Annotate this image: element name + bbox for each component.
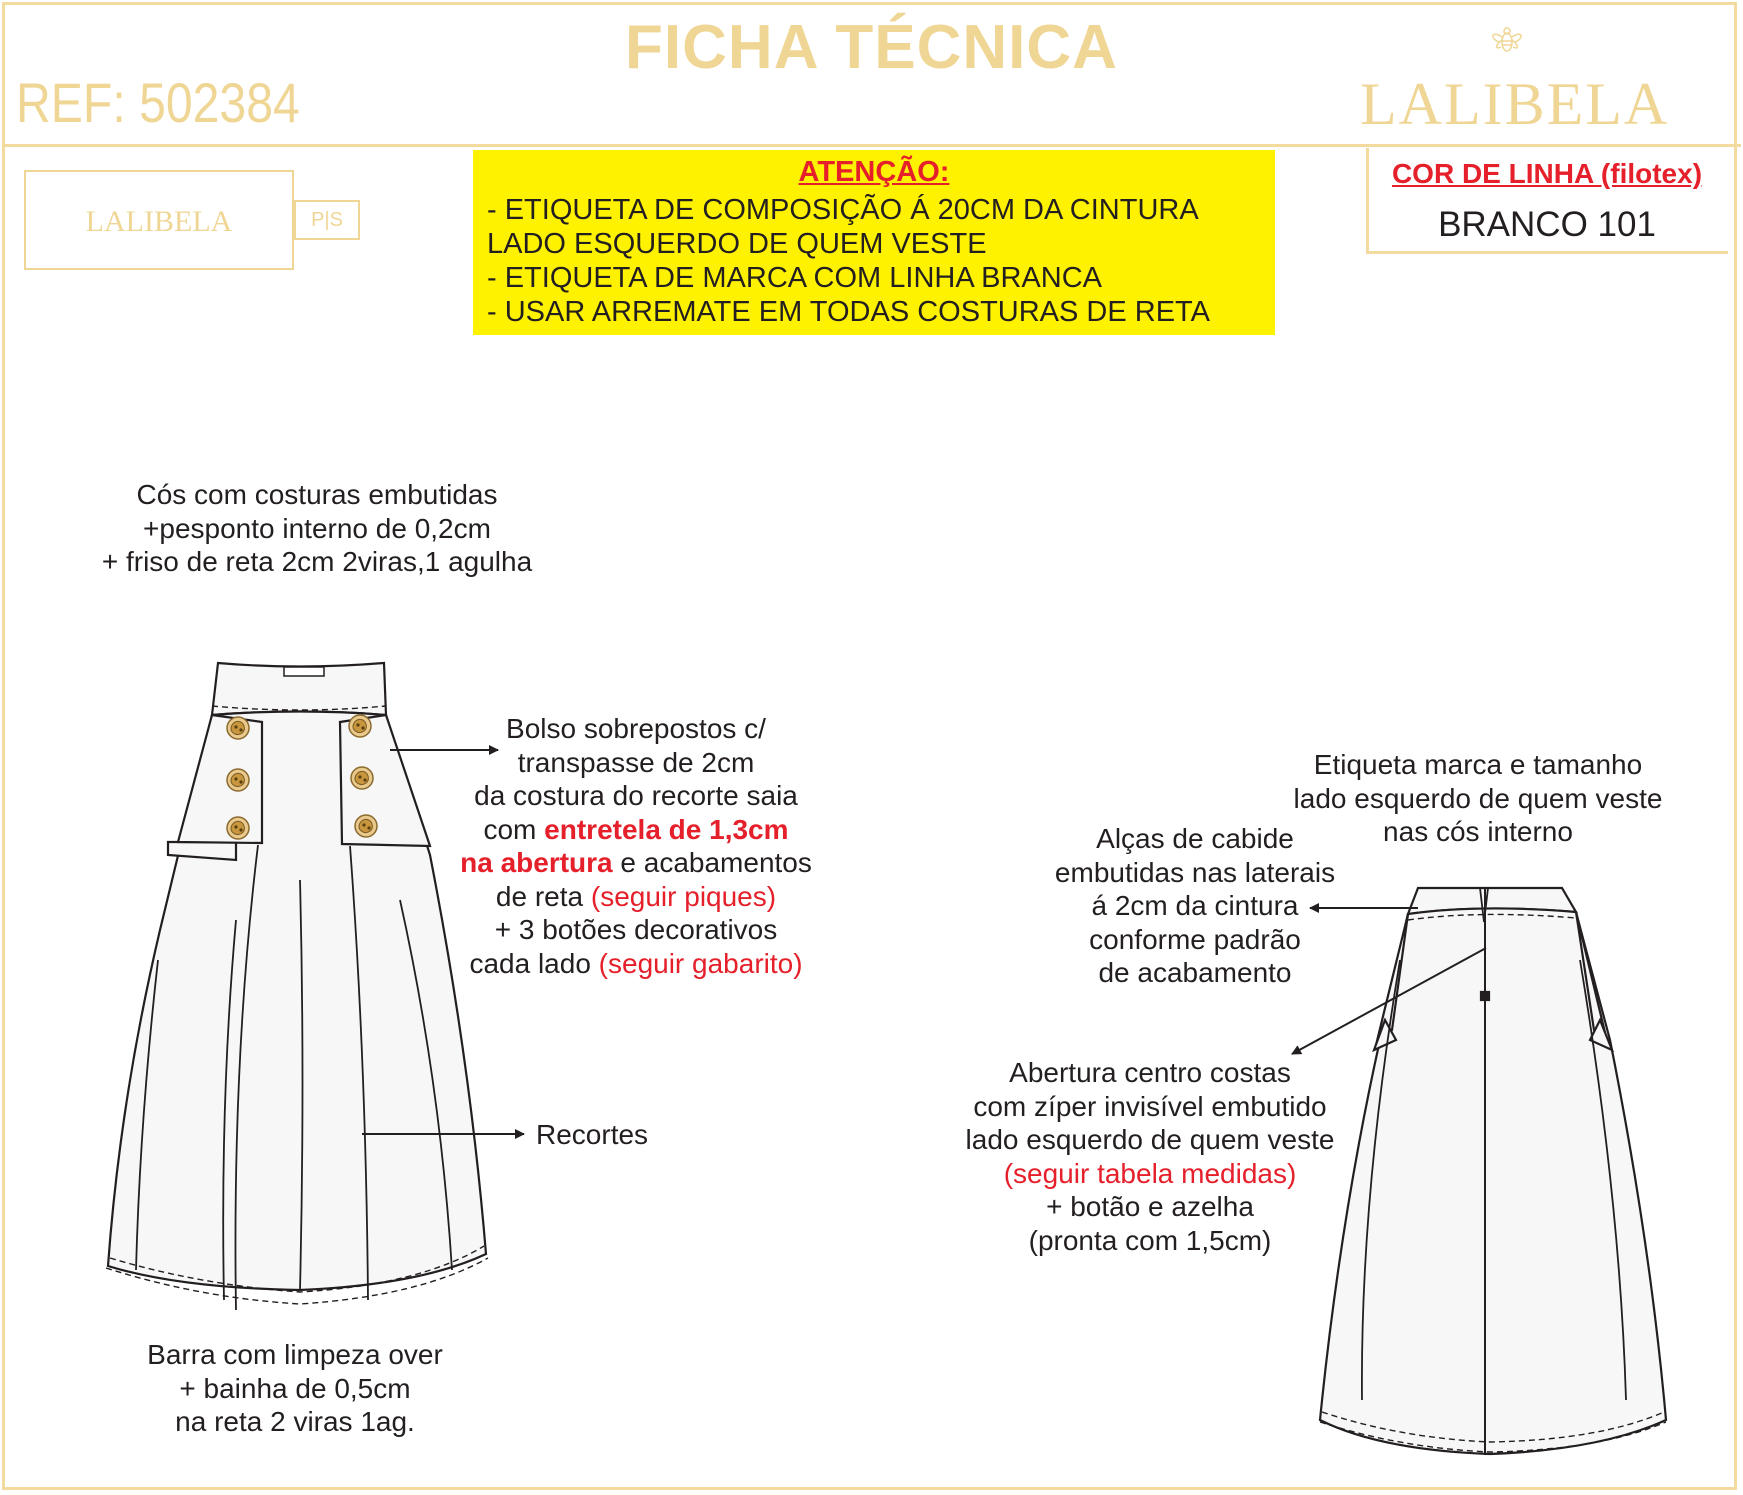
pocket-note-text: de reta bbox=[495, 880, 591, 912]
hanger-loops-note bbox=[1040, 822, 1350, 990]
thread-color-value: BRANCO 101 bbox=[1438, 205, 1656, 244]
brand-label-note-line: nas cós interno bbox=[1383, 816, 1573, 847]
hanger-note-line: Alças de cabide bbox=[1096, 823, 1294, 854]
hanger-note-line: conforme padrão bbox=[1089, 923, 1301, 955]
pocket-opening-highlight: na abertura bbox=[460, 847, 613, 878]
zipper-note-line: lado esquerdo de quem veste bbox=[965, 1124, 1335, 1155]
pocket-note-text: e acabamentos bbox=[612, 847, 812, 878]
attention-line: - ETIQUETA DE COMPOSIÇÃO Á 20CM DA CINTURA bbox=[487, 194, 1199, 226]
pocket-note-line bbox=[436, 846, 836, 880]
pocket-note-text: com bbox=[483, 813, 545, 845]
page-title: FICHA TÉCNICA bbox=[625, 13, 1118, 82]
zipper-note-line: com zíper invisível embutido bbox=[973, 1090, 1327, 1122]
pocket-notches-highlight: (seguir piques) bbox=[590, 880, 777, 912]
pocket-template-highlight: (seguir gabarito) bbox=[598, 947, 803, 979]
waistband-note-line: + friso de reta 2cm 2viras,1 agulha bbox=[101, 546, 533, 577]
zipper-note-line: Abertura centro costas bbox=[1009, 1057, 1291, 1088]
hanger-note-line: embutidas nas laterais bbox=[1054, 856, 1336, 888]
hem-note bbox=[100, 1338, 490, 1439]
attention-title: ATENÇÃO: bbox=[798, 156, 950, 188]
back-skirt-drawing bbox=[1320, 888, 1666, 1455]
pocket-note-line bbox=[436, 813, 836, 847]
reference-code: REF: 502384 bbox=[16, 71, 300, 134]
size-tag: P|S bbox=[294, 200, 360, 240]
zipper-note-line: (pronta com 1,5cm) bbox=[1028, 1224, 1272, 1256]
pocket-note-line: da costura do recorte saia bbox=[474, 780, 798, 811]
attention-line: - USAR ARREMATE EM TODAS COSTURAS DE RETA bbox=[487, 296, 1210, 328]
pocket-note-line bbox=[436, 880, 836, 914]
pocket-interfacing-highlight: entretela de 1,3cm bbox=[544, 813, 789, 845]
hanger-note-line: á 2cm da cintura bbox=[1091, 890, 1299, 921]
pocket-note-text: cada lado bbox=[469, 947, 599, 979]
attention-line: - ETIQUETA DE MARCA COM LINHA BRANCA bbox=[487, 262, 1103, 294]
recortes-note: Recortes bbox=[536, 1119, 649, 1150]
brand-logo: LALIBELA bbox=[1360, 71, 1670, 137]
pocket-note-line: transpasse de 2cm bbox=[517, 746, 755, 778]
thread-color-title: COR DE LINHA (filotex) bbox=[1391, 158, 1703, 189]
pocket-note-line: + 3 botões decorativos bbox=[494, 914, 778, 945]
hem-note-line: na reta 2 viras 1ag. bbox=[175, 1406, 415, 1437]
waistband-note-line: Cós com costuras embutidas bbox=[136, 479, 498, 510]
pocket-note bbox=[436, 712, 836, 980]
waistband-note bbox=[62, 478, 572, 579]
pocket-note-line bbox=[436, 947, 836, 981]
waistband-note-line: +pesponto interno de 0,2cm bbox=[143, 512, 491, 544]
front-skirt-drawing bbox=[106, 663, 488, 1310]
zipper-note-line: + botão e azelha bbox=[1046, 1191, 1254, 1222]
zipper-note bbox=[950, 1056, 1350, 1257]
attention-line: LADO ESQUERDO DE QUEM VESTE bbox=[487, 228, 987, 260]
brand-label-note-line: Etiqueta marca e tamanho bbox=[1313, 749, 1643, 780]
brand-label-note-line: lado esquerdo de quem veste bbox=[1293, 782, 1663, 814]
hem-note-line: + bainha de 0,5cm bbox=[179, 1372, 411, 1404]
zipper-measures-highlight: (seguir tabela medidas) bbox=[1003, 1157, 1297, 1189]
hanger-note-line: de acabamento bbox=[1098, 957, 1292, 988]
label-brand-text: LALIBELA bbox=[85, 205, 233, 238]
hem-note-line: Barra com limpeza over bbox=[147, 1339, 443, 1370]
pocket-note-line: Bolso sobrepostos c/ bbox=[506, 713, 766, 744]
